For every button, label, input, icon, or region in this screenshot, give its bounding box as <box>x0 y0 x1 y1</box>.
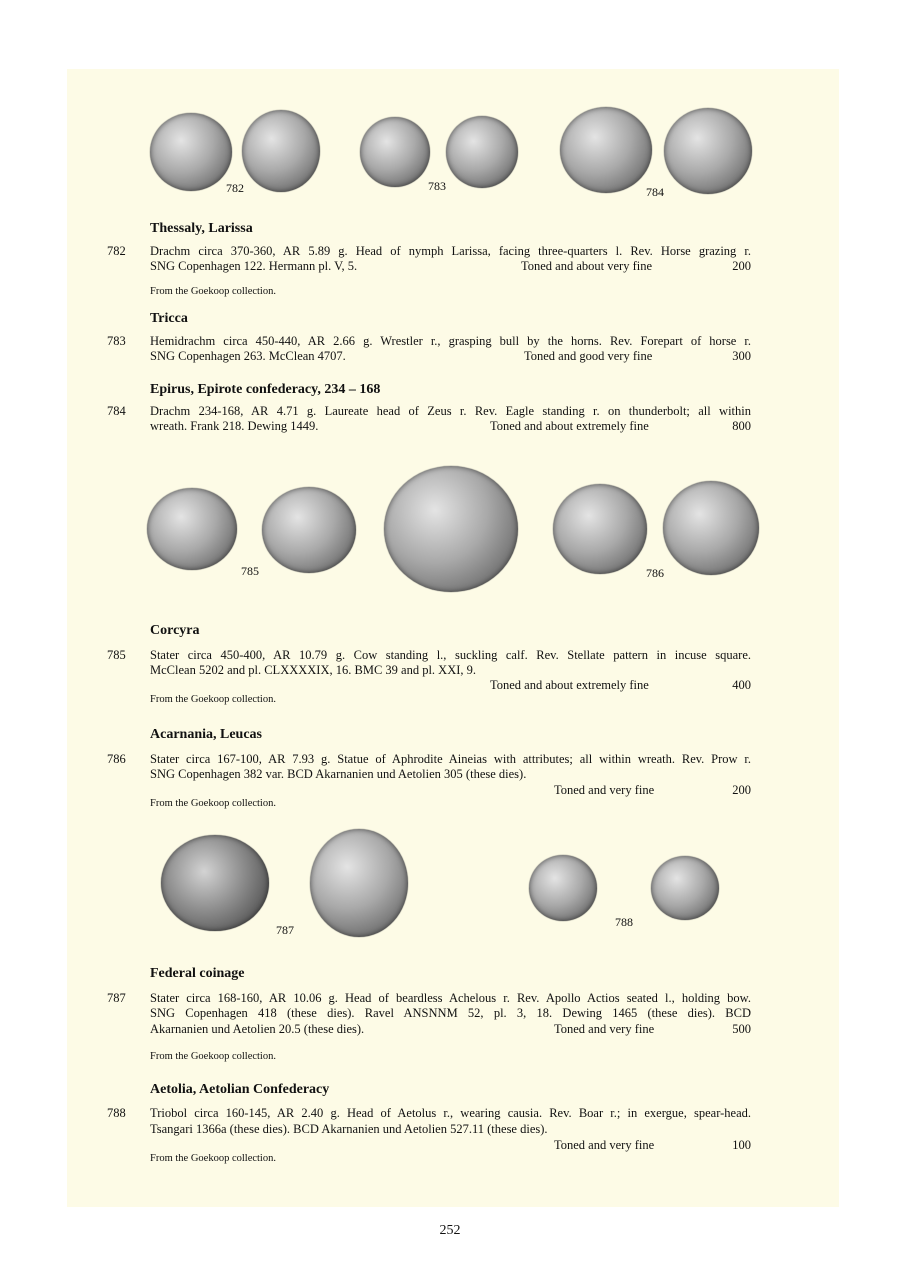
lot-787-heading: Federal coinage <box>150 966 245 981</box>
coin-787-obverse-image <box>161 835 269 931</box>
lot-787-description-line: Stater circa 168-160, AR 10.06 g. Head of beardless Achelous r. Rev. Apollo Actios seated l., holding bow. <box>150 991 751 1005</box>
lot-788-description-line: Tsangari 1366a (these dies). BCD Akarnanien und Aetolien 527.11 (these dies). <box>150 1122 548 1136</box>
coin-784-reverse-image <box>664 108 752 194</box>
lot-784-estimate: 800 <box>732 419 751 433</box>
coin-783-obverse-image <box>360 117 430 187</box>
coin-783-plate-number: 783 <box>428 179 446 193</box>
coin-784-obverse-image <box>560 107 652 193</box>
coin-788-reverse-image <box>651 856 719 920</box>
coin-787-reverse-image <box>310 829 408 937</box>
lot-784-description-line: wreath. Frank 218. Dewing 1449. <box>150 419 319 433</box>
lot-782-estimate: 200 <box>732 259 751 273</box>
lot-784-description-line: Drachm 234-168, AR 4.71 g. Laureate head of Zeus r. Rev. Eagle standing r. on thunderbolt; all within <box>150 404 751 418</box>
lot-787-description-line: SNG Copenhagen 418 (these dies). Ravel ANSNNM 52, pl. 3, 18. Dewing 1465 (these dies). BCD <box>150 1006 751 1020</box>
lot-788-description-line: Triobol circa 160-145, AR 2.40 g. Head of Aetolus r., wearing causia. Rev. Boar r.; in exergue, spear-head. <box>150 1106 751 1120</box>
coin-788-plate-number: 788 <box>615 915 633 929</box>
lot-785-estimate: 400 <box>732 678 751 692</box>
coin-782-obverse-image <box>150 113 232 191</box>
lot-783-description-line: SNG Copenhagen 263. McClean 4707. <box>150 349 346 363</box>
lot-785-description-line: McClean 5202 and pl. CLXXXXIX, 16. BMC 39 and pl. XXI, 9. <box>150 663 477 677</box>
coin-785-plate-number: 785 <box>241 564 259 578</box>
lot-787-grade: Toned and very fine <box>554 1022 655 1036</box>
coin-786-plate-number: 786 <box>646 566 664 580</box>
lot-785-description-line: Stater circa 450-400, AR 10.79 g. Cow standing l., suckling calf. Rev. Stellate pattern in incuse square. <box>150 648 751 662</box>
coin-782-plate-number: 782 <box>226 181 244 195</box>
lot-785-heading: Corcyra <box>150 623 200 638</box>
lot-783-heading: Tricca <box>150 311 188 326</box>
lot-785-number: 785 <box>107 648 126 662</box>
coin-785-reverse-image <box>262 487 356 573</box>
lot-787-description-line: Akarnanien und Aetolien 20.5 (these dies). <box>150 1022 365 1036</box>
lot-787-estimate: 500 <box>732 1022 751 1036</box>
coin-786-reverse-image <box>663 481 759 575</box>
lot-783-grade: Toned and good very fine <box>524 349 653 363</box>
lot-786-description-line: SNG Copenhagen 382 var. BCD Akarnanien und Aetolien 305 (these dies). <box>150 767 527 781</box>
lot-788-heading: Aetolia, Aetolian Confederacy <box>150 1082 330 1097</box>
page-number: 252 <box>439 1223 461 1238</box>
coin-785-obverse-image <box>147 488 237 570</box>
lot-786-grade: Toned and very fine <box>554 783 655 797</box>
coin-785-enlargement-image <box>384 466 518 592</box>
coin-788-obverse-image <box>529 855 597 921</box>
lot-787-provenance: From the Goekoop collection. <box>150 1051 276 1062</box>
coin-787-plate-number: 787 <box>276 923 294 937</box>
lot-785-provenance: From the Goekoop collection. <box>150 694 276 705</box>
lot-786-provenance: From the Goekoop collection. <box>150 798 276 809</box>
lot-783-number: 783 <box>107 334 126 348</box>
lot-782-grade: Toned and about very fine <box>521 259 653 273</box>
lot-788-grade: Toned and very fine <box>554 1138 655 1152</box>
lot-788-provenance: From the Goekoop collection. <box>150 1153 276 1164</box>
lot-782-heading: Thessaly, Larissa <box>150 221 253 236</box>
coin-784-plate-number: 784 <box>646 185 664 199</box>
lot-783-estimate: 300 <box>732 349 751 363</box>
lot-786-estimate: 200 <box>732 783 751 797</box>
lot-784-number: 784 <box>107 404 126 418</box>
coin-786-obverse-image <box>553 484 647 574</box>
lot-783-description-line: Hemidrachm circa 450-440, AR 2.66 g. Wrestler r., grasping bull by the horns. Rev. Forepart of horse r. <box>150 334 751 348</box>
lot-782-number: 782 <box>107 244 126 258</box>
lot-782-description-line: Drachm circa 370-360, AR 5.89 g. Head of nymph Larissa, facing three-quarters l. Rev. Horse grazing r. <box>150 244 751 258</box>
lot-782-provenance: From the Goekoop collection. <box>150 286 276 297</box>
lot-786-heading: Acarnania, Leucas <box>150 727 262 742</box>
lot-788-estimate: 100 <box>732 1138 751 1152</box>
lot-787-number: 787 <box>107 991 126 1005</box>
lot-784-grade: Toned and about extremely fine <box>490 419 649 433</box>
coin-782-reverse-image <box>242 110 320 192</box>
lot-786-description-line: Stater circa 167-100, AR 7.93 g. Statue of Aphrodite Aineias with attributes; all within wreath. Rev. Prow r. <box>150 752 751 766</box>
coin-783-reverse-image <box>446 116 518 188</box>
lot-785-grade: Toned and about extremely fine <box>490 678 649 692</box>
lot-782-description-line: SNG Copenhagen 122. Hermann pl. V, 5. <box>150 259 358 273</box>
lot-786-number: 786 <box>107 752 126 766</box>
lot-788-number: 788 <box>107 1106 126 1120</box>
lot-784-heading: Epirus, Epirote confederacy, 234 – 168 <box>150 382 381 397</box>
